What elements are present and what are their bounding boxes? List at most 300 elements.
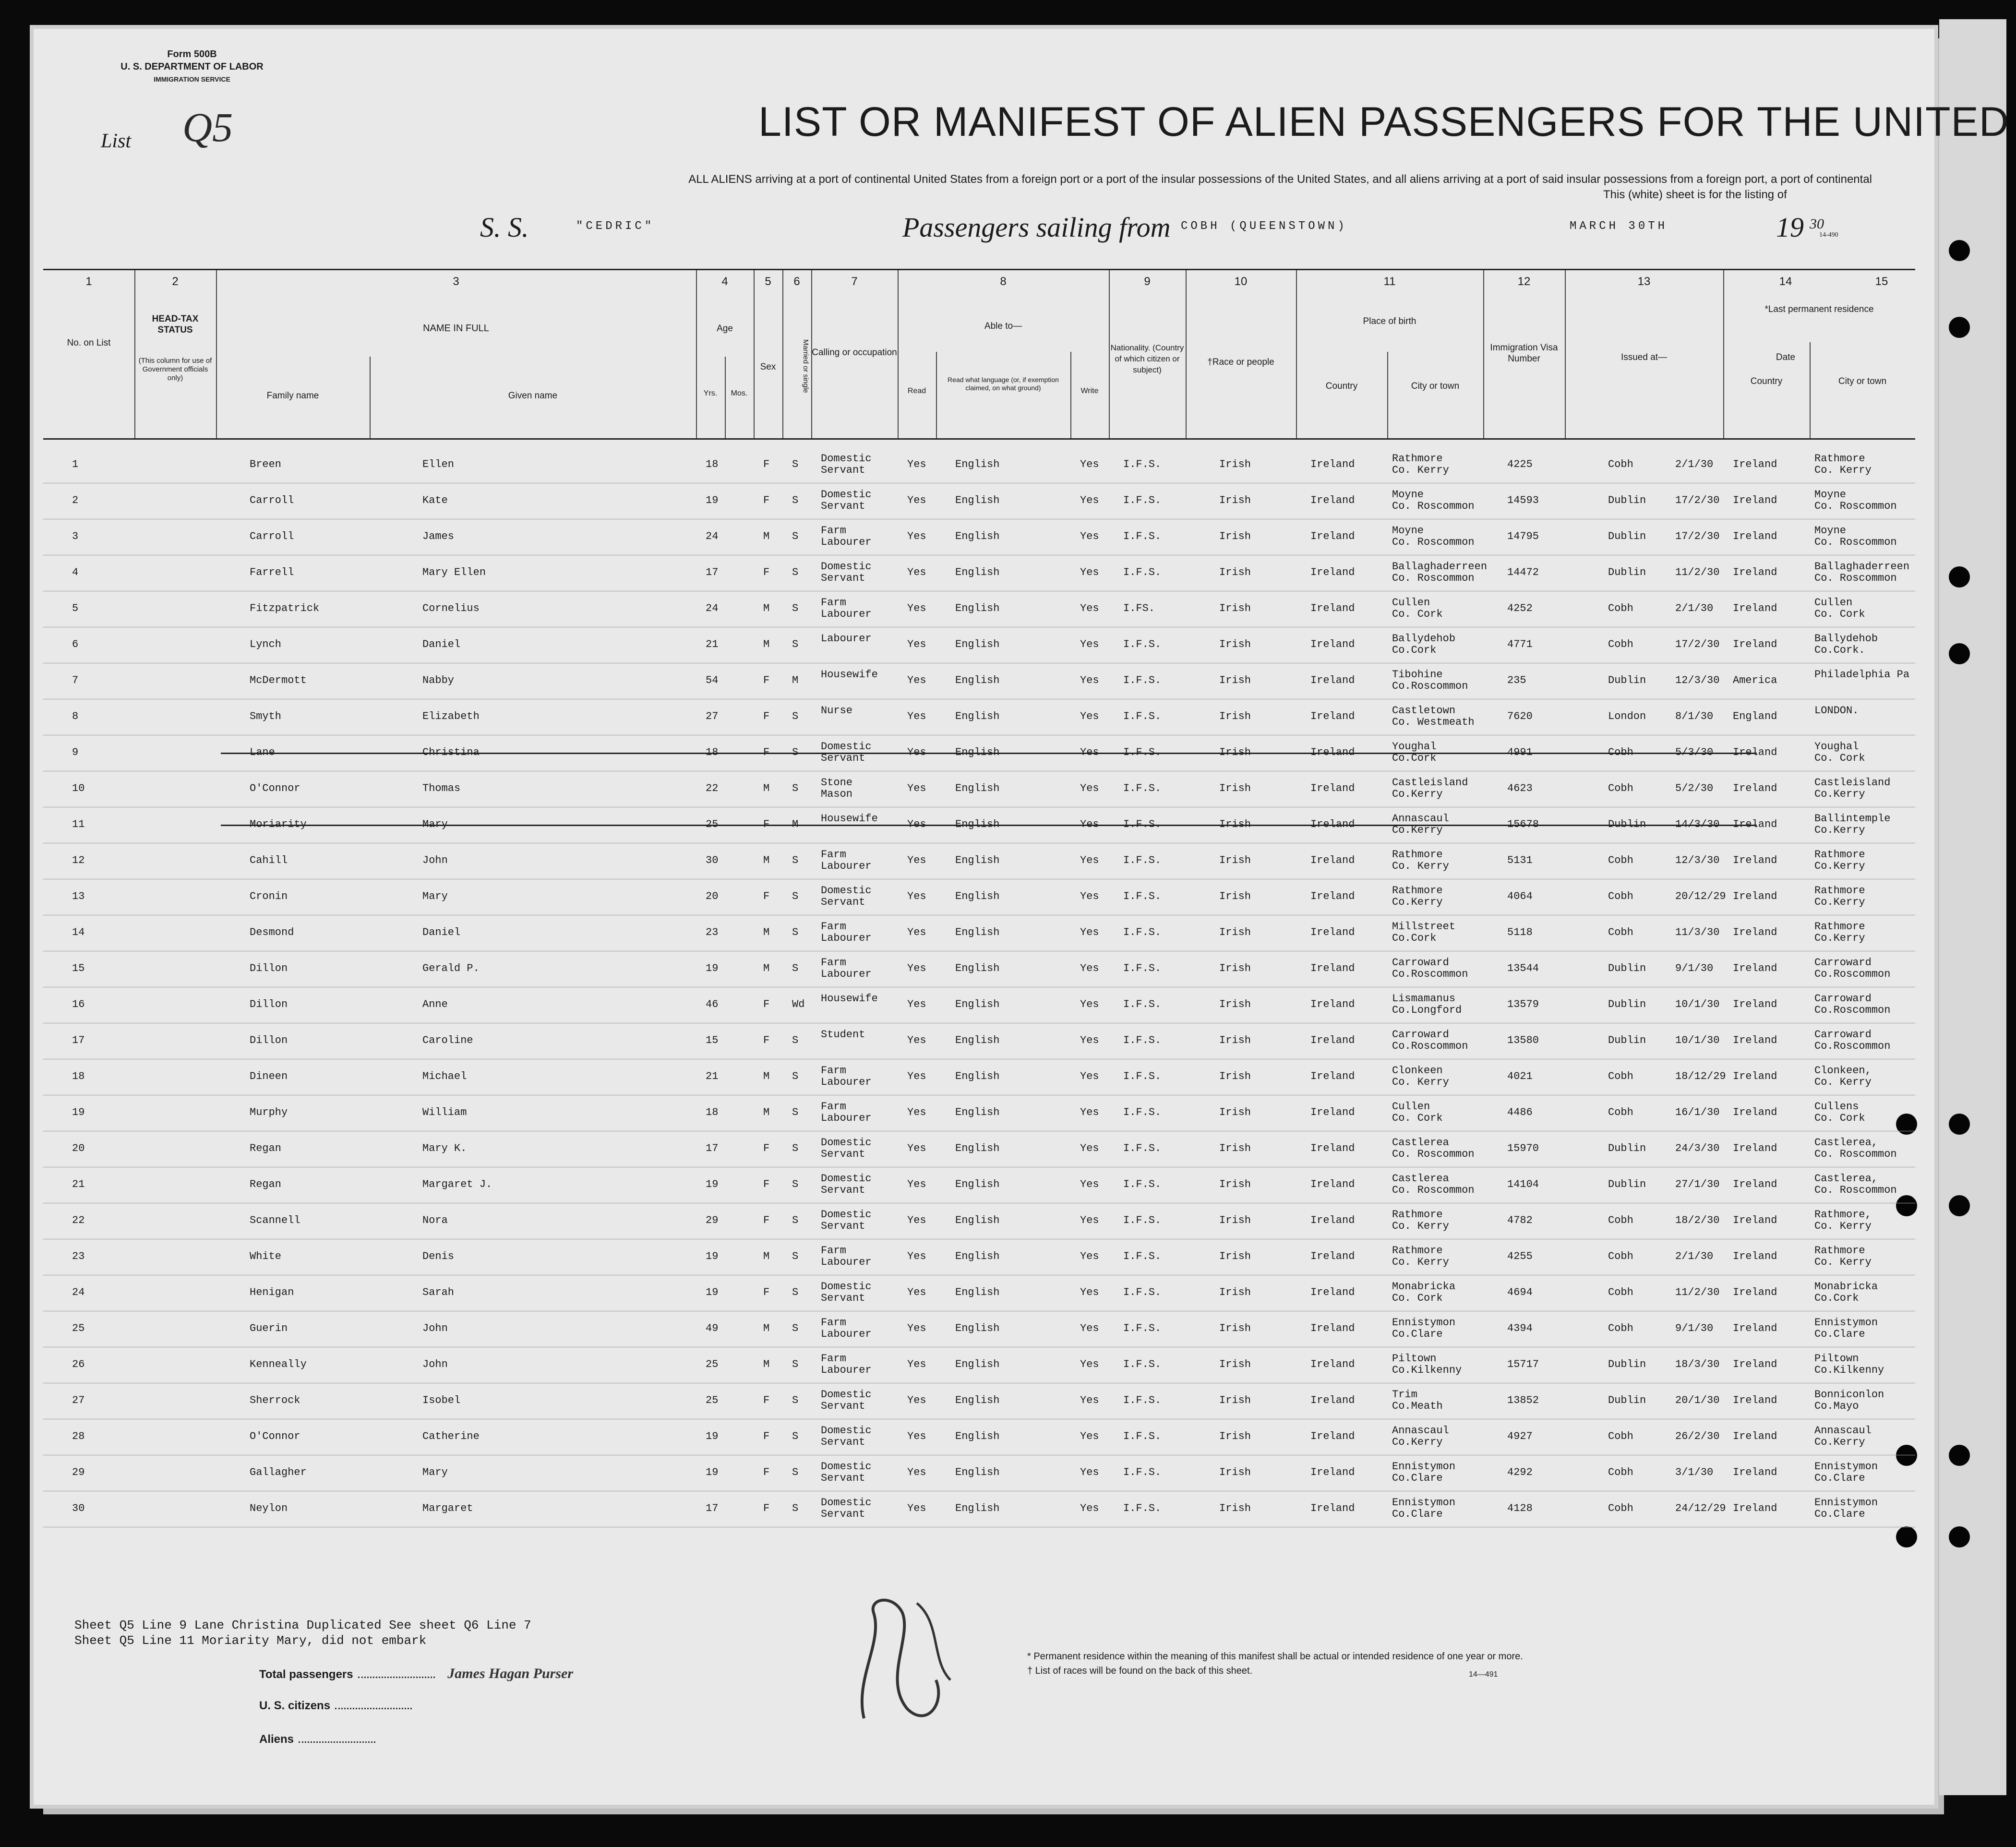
- residence-country: Ireland: [1733, 746, 1777, 758]
- residence-county: Co. Cork: [1814, 608, 1865, 620]
- age: 20: [706, 890, 719, 902]
- row-number: 3: [72, 530, 79, 542]
- residence-county: Co. Kerry: [1814, 464, 1872, 476]
- age: 29: [706, 1214, 719, 1226]
- family-name: Dineen: [250, 1070, 288, 1082]
- marital-status: M: [792, 674, 799, 686]
- given-name: Margaret J.: [422, 1178, 492, 1190]
- nationality: I.F.S.: [1123, 1358, 1162, 1370]
- birth-county: Co. Kerry: [1392, 464, 1449, 476]
- table-row: [43, 986, 1915, 1023]
- birth-country: Ireland: [1310, 602, 1355, 614]
- occupation: Farm: [821, 1245, 846, 1257]
- visa-number: 13579: [1507, 998, 1539, 1010]
- marital-status: S: [792, 1070, 799, 1082]
- table-row: [43, 482, 1915, 519]
- nationality: I.F.S.: [1123, 494, 1162, 506]
- family-name: Scannell: [250, 1214, 300, 1226]
- occupation-2: Labourer: [821, 1076, 872, 1088]
- birth-city: Annascaul: [1392, 1425, 1449, 1437]
- residence-county: Co. Roscommon: [1814, 536, 1897, 548]
- header-head-tax-note: (This column for use of Government officials only): [138, 357, 212, 382]
- row-number: 4: [72, 566, 79, 578]
- can-read: Yes: [907, 1178, 926, 1190]
- row-number: 6: [72, 638, 79, 650]
- given-name: Thomas: [422, 782, 461, 794]
- table-row: [43, 1202, 1915, 1239]
- read-language: English: [955, 1394, 1000, 1406]
- race: Irish: [1219, 1034, 1251, 1046]
- table-row: [43, 878, 1915, 915]
- row-number: 18: [72, 1070, 85, 1082]
- header-age: Age: [717, 324, 733, 334]
- nationality: I.F.S.: [1123, 1250, 1162, 1262]
- issued-at: Dublin: [1608, 1178, 1646, 1190]
- column-divider: [811, 270, 812, 438]
- residence-county: Co.Kerry: [1814, 860, 1865, 872]
- race: Irish: [1219, 782, 1251, 794]
- visa-number: 14795: [1507, 530, 1539, 542]
- nationality: I.F.S.: [1123, 1466, 1162, 1478]
- column-divider: [216, 270, 217, 438]
- race: Irish: [1219, 962, 1251, 974]
- race: Irish: [1219, 674, 1251, 686]
- issued-at: Dublin: [1608, 998, 1646, 1010]
- residence-city: Clonkeen,: [1814, 1065, 1872, 1077]
- table-row: [43, 842, 1915, 879]
- given-name: Mary: [422, 1466, 448, 1478]
- us-citizens-label: U. S. citizens: [259, 1699, 331, 1712]
- occupation: Domestic: [821, 1389, 872, 1401]
- residence-country: Ireland: [1733, 1142, 1777, 1154]
- visa-date: 12/3/30: [1675, 854, 1720, 866]
- residence-county: Co. Roscommon: [1814, 500, 1897, 512]
- visa-number: 4927: [1507, 1430, 1533, 1442]
- can-read: Yes: [907, 1358, 926, 1370]
- family-name: Neylon: [250, 1502, 288, 1514]
- issued-at: Cobh: [1608, 1322, 1633, 1334]
- occupation-2: Servant: [821, 1148, 865, 1160]
- can-write: Yes: [1080, 1322, 1099, 1334]
- occupation-2: Labourer: [821, 536, 872, 548]
- occupation: Housewife: [821, 669, 878, 681]
- sex: F: [763, 746, 770, 758]
- column-divider: [898, 270, 899, 438]
- visa-date: 16/1/30: [1675, 1106, 1720, 1118]
- birth-country: Ireland: [1310, 1286, 1355, 1298]
- visa-number: 4771: [1507, 638, 1533, 650]
- footer-form-code: 14—491: [1469, 1670, 1498, 1679]
- age: 18: [706, 458, 719, 470]
- sex: F: [763, 1466, 770, 1478]
- given-name: Sarah: [422, 1286, 455, 1298]
- marital-status: S: [792, 494, 799, 506]
- family-name: Moriarity: [250, 818, 307, 830]
- birth-country: Ireland: [1310, 998, 1355, 1010]
- read-language: English: [955, 1430, 1000, 1442]
- occupation: Farm: [821, 1065, 846, 1077]
- can-write: Yes: [1080, 1106, 1099, 1118]
- row-number: 21: [72, 1178, 85, 1190]
- read-language: English: [955, 638, 1000, 650]
- can-write: Yes: [1080, 962, 1099, 974]
- race: Irish: [1219, 1142, 1251, 1154]
- can-read: Yes: [907, 1214, 926, 1226]
- visa-number: 14593: [1507, 494, 1539, 506]
- race: Irish: [1219, 1106, 1251, 1118]
- marital-status: S: [792, 530, 799, 542]
- visa-number: 4394: [1507, 1322, 1533, 1334]
- birth-country: Ireland: [1310, 1070, 1355, 1082]
- issued-at: Cobh: [1608, 638, 1633, 650]
- given-name: John: [422, 1358, 448, 1370]
- race: Irish: [1219, 926, 1251, 938]
- given-name: Anne: [422, 998, 448, 1010]
- ship-name: "CEDRIC": [576, 220, 655, 233]
- page-title: LIST OR MANIFEST OF ALIEN PASSENGERS FOR THE UNITED: [758, 99, 2010, 145]
- race: Irish: [1219, 530, 1251, 542]
- birth-county: Co.Longford: [1392, 1004, 1462, 1016]
- table-row: [43, 1454, 1915, 1491]
- row-number: 29: [72, 1466, 85, 1478]
- column-number: 12: [1517, 275, 1531, 288]
- visa-number: 15717: [1507, 1358, 1539, 1370]
- occupation-2: Labourer: [821, 932, 872, 944]
- birth-city: Monabricka: [1392, 1281, 1456, 1293]
- residence-country: Ireland: [1733, 566, 1777, 578]
- occupation: Domestic: [821, 1461, 872, 1473]
- column-divider: [1723, 270, 1724, 438]
- page-subtitle: ALL ALIENS arriving at a port of continental United States from a foreign port or a port of the insular possessions of the United States, and all aliens arriving at a port of said insular possessions from a foreign port, a port of continental: [688, 173, 1872, 186]
- family-name: Breen: [250, 458, 282, 470]
- table-row: [43, 518, 1915, 555]
- marital-status: S: [792, 458, 799, 470]
- column-number: 2: [172, 275, 179, 288]
- binder-hole: [1949, 1195, 1970, 1216]
- visa-number: 7620: [1507, 710, 1533, 722]
- read-language: English: [955, 1502, 1000, 1514]
- birth-county: Co. Kerry: [1392, 1076, 1449, 1088]
- sex: M: [763, 962, 770, 974]
- nationality: I.F.S.: [1123, 566, 1162, 578]
- birth-country: Ireland: [1310, 1034, 1355, 1046]
- residence-city: Ballintemple: [1814, 813, 1891, 825]
- sex: M: [763, 530, 770, 542]
- header-visa-number: Immigration Visa Number: [1490, 343, 1558, 364]
- residence-city: Philadelphia Pa: [1814, 669, 1910, 681]
- visa-number: 13580: [1507, 1034, 1539, 1046]
- race: Irish: [1219, 854, 1251, 866]
- nationality: I.F.S.: [1123, 1322, 1162, 1334]
- residence-county: Co.Mayo: [1814, 1400, 1859, 1412]
- given-name: Denis: [422, 1250, 455, 1262]
- table-row: [43, 698, 1915, 735]
- marital-status: S: [792, 1394, 799, 1406]
- header-head-tax: HEAD-TAX STATUS: [152, 314, 199, 335]
- visa-number: 4782: [1507, 1214, 1533, 1226]
- can-write: Yes: [1080, 1178, 1099, 1190]
- nationality: I.F.S.: [1123, 746, 1162, 758]
- row-number: 24: [72, 1286, 85, 1298]
- issued-at: Cobh: [1608, 1466, 1633, 1478]
- nationality: I.F.S.: [1123, 1394, 1162, 1406]
- birth-country: Ireland: [1310, 1250, 1355, 1262]
- read-language: English: [955, 494, 1000, 506]
- birth-city: Moyne: [1392, 489, 1424, 501]
- visa-date: 17/2/30: [1675, 638, 1720, 650]
- birth-county: Co.Kerry: [1392, 824, 1443, 836]
- residence-county: Co.Kerry: [1814, 896, 1865, 908]
- race: Irish: [1219, 818, 1251, 830]
- footnote-residence: * Permanent residence within the meaning of this manifest shall be actual or intended residence of one year or more.: [1027, 1651, 1523, 1662]
- occupation: Housewife: [821, 813, 878, 825]
- read-language: English: [955, 1322, 1000, 1334]
- visa-number: 4128: [1507, 1502, 1533, 1514]
- race: Irish: [1219, 1286, 1251, 1298]
- sex: F: [763, 1394, 770, 1406]
- issued-at: Cobh: [1608, 602, 1633, 614]
- family-name: Dillon: [250, 962, 288, 974]
- table-row: [43, 590, 1915, 627]
- age: 24: [706, 530, 719, 542]
- can-write: Yes: [1080, 566, 1099, 578]
- nationality: I.F.S.: [1123, 1142, 1162, 1154]
- issued-at: Cobh: [1608, 1106, 1633, 1118]
- nationality: I.F.S.: [1123, 638, 1162, 650]
- sailing-label: Passengers sailing from: [902, 212, 1171, 243]
- residence-country: Ireland: [1733, 962, 1777, 974]
- visa-date: 24/3/30: [1675, 1142, 1720, 1154]
- family-name: Dillon: [250, 1034, 288, 1046]
- birth-city: Carroward: [1392, 957, 1449, 969]
- form-number: Form 500B: [167, 49, 217, 60]
- given-name: Kate: [422, 494, 448, 506]
- column-divider: [1565, 270, 1566, 438]
- race: Irish: [1219, 1430, 1251, 1442]
- occupation: Nurse: [821, 705, 853, 717]
- race: Irish: [1219, 602, 1251, 614]
- family-name: Henigan: [250, 1286, 294, 1298]
- given-name: Margaret: [422, 1502, 473, 1514]
- age: 19: [706, 494, 719, 506]
- given-name: John: [422, 854, 448, 866]
- nationality: I.F.S.: [1123, 998, 1162, 1010]
- residence-city: LONDON.: [1814, 705, 1859, 717]
- residence-city: Ballaghaderreen: [1814, 561, 1910, 573]
- issued-at: Dublin: [1608, 818, 1646, 830]
- marital-status: S: [792, 1358, 799, 1370]
- list-label: List: [101, 130, 132, 152]
- given-name: Caroline: [422, 1034, 473, 1046]
- binder-hole: [1949, 1526, 1970, 1547]
- race: Irish: [1219, 1358, 1251, 1370]
- residence-country: Ireland: [1733, 1502, 1777, 1514]
- birth-county: Co. Kerry: [1392, 1256, 1449, 1268]
- birth-county: Co. Kerry: [1392, 860, 1449, 872]
- issued-at: Cobh: [1608, 1214, 1633, 1226]
- occupation: Student: [821, 1029, 865, 1041]
- birth-city: Castlerea: [1392, 1137, 1449, 1149]
- residence-city: Ennistymon: [1814, 1317, 1878, 1329]
- can-read: Yes: [907, 1250, 926, 1262]
- row-number: 30: [72, 1502, 85, 1514]
- row-number: 25: [72, 1322, 85, 1334]
- visa-number: 15970: [1507, 1142, 1539, 1154]
- residence-county: Co. Cork: [1814, 752, 1865, 764]
- race: Irish: [1219, 1070, 1251, 1082]
- visa-number: 4991: [1507, 746, 1533, 758]
- visa-number: 4623: [1507, 782, 1533, 794]
- note-line: Sheet Q5 Line 11 Moriarity Mary, did not embark: [74, 1633, 427, 1648]
- marital-status: Wd: [792, 998, 805, 1010]
- age: 17: [706, 1142, 719, 1154]
- family-name: Farrell: [250, 566, 294, 578]
- age: 54: [706, 674, 719, 686]
- birth-city: Rathmore: [1392, 849, 1443, 861]
- occupation: Domestic: [821, 1281, 872, 1293]
- occupation: Domestic: [821, 1425, 872, 1437]
- birth-city: Castletown: [1392, 705, 1456, 717]
- nationality: I.F.S.: [1123, 1214, 1162, 1226]
- visa-date: 2/1/30: [1675, 1250, 1714, 1262]
- read-language: English: [955, 1250, 1000, 1262]
- race: Irish: [1219, 1214, 1251, 1226]
- occupation-2: Labourer: [821, 860, 872, 872]
- birth-city: Ennistymon: [1392, 1461, 1456, 1473]
- note-line: Sheet Q5 Line 9 Lane Christina Duplicated See sheet Q6 Line 7: [74, 1618, 531, 1632]
- age: 19: [706, 1430, 719, 1442]
- age: 17: [706, 1502, 719, 1514]
- issued-at: Cobh: [1608, 926, 1633, 938]
- family-name: Carroll: [250, 530, 294, 542]
- birth-country: Ireland: [1310, 1358, 1355, 1370]
- residence-city: Rathmore: [1814, 849, 1865, 861]
- residence-county: Co.Kilkenny: [1814, 1364, 1884, 1376]
- residence-county: Co. Roscommon: [1814, 1148, 1897, 1160]
- birth-county: Co.Kilkenny: [1392, 1364, 1462, 1376]
- marital-status: S: [792, 746, 799, 758]
- service-name: IMMIGRATION SERVICE: [154, 75, 230, 83]
- residence-country: Ireland: [1733, 890, 1777, 902]
- can-write: Yes: [1080, 1466, 1099, 1478]
- family-name: McDermott: [250, 674, 307, 686]
- table-row: [43, 1310, 1915, 1347]
- family-name: Lynch: [250, 638, 282, 650]
- sex: M: [763, 1070, 770, 1082]
- occupation-2: Servant: [821, 1292, 865, 1304]
- birth-city: Trim: [1392, 1389, 1417, 1401]
- birth-county: Co. Kerry: [1392, 1220, 1449, 1232]
- marital-status: S: [792, 1322, 799, 1334]
- row-number: 22: [72, 1214, 85, 1226]
- birth-city: Lismamanus: [1392, 993, 1456, 1005]
- form-identifier: [91, 48, 293, 85]
- given-name: Isobel: [422, 1394, 461, 1406]
- can-read: Yes: [907, 1394, 926, 1406]
- header-name-in-full: NAME IN FULL: [423, 323, 489, 334]
- read-language: English: [955, 818, 1000, 830]
- marital-status: S: [792, 854, 799, 866]
- residence-country: Ireland: [1733, 1070, 1777, 1082]
- column-divider: [370, 357, 371, 438]
- residence-country: England: [1733, 710, 1777, 722]
- form-code: 14-490: [1819, 231, 1838, 239]
- occupation: Domestic: [821, 453, 872, 465]
- header-family-name: Family name: [266, 391, 319, 401]
- birth-county: Co.Kerry: [1392, 1436, 1443, 1448]
- residence-city: Castleisland: [1814, 777, 1891, 789]
- visa-date: 12/3/30: [1675, 674, 1720, 686]
- marital-status: S: [792, 1466, 799, 1478]
- occupation: Domestic: [821, 561, 872, 573]
- occupation: Farm: [821, 957, 846, 969]
- read-language: English: [955, 1034, 1000, 1046]
- birth-country: Ireland: [1310, 818, 1355, 830]
- row-number: 11: [72, 818, 85, 830]
- sex: M: [763, 1106, 770, 1118]
- table-row: [43, 770, 1915, 807]
- read-language: English: [955, 710, 1000, 722]
- occupation-2: Servant: [821, 464, 865, 476]
- residence-county: Co.Roscommon: [1814, 1004, 1891, 1016]
- sex: F: [763, 890, 770, 902]
- sailing-date: MARCH 30TH: [1570, 220, 1668, 233]
- column-number: 13: [1637, 275, 1651, 288]
- occupation-2: Servant: [821, 752, 865, 764]
- birth-country: Ireland: [1310, 1466, 1355, 1478]
- residence-country: Ireland: [1733, 638, 1777, 650]
- race: Irish: [1219, 890, 1251, 902]
- can-write: Yes: [1080, 1286, 1099, 1298]
- purser-signature: James Hagan Purser: [447, 1666, 573, 1681]
- row-number: 7: [72, 674, 79, 686]
- binder-hole: [1949, 240, 1970, 261]
- residence-city: Castlerea,: [1814, 1173, 1878, 1185]
- can-write: Yes: [1080, 674, 1099, 686]
- occupation: Labourer: [821, 633, 872, 645]
- residence-country: Ireland: [1733, 998, 1777, 1010]
- sex: M: [763, 782, 770, 794]
- read-language: English: [955, 602, 1000, 614]
- can-write: Yes: [1080, 494, 1099, 506]
- nationality: I.F.S.: [1123, 1286, 1162, 1298]
- sex: F: [763, 1502, 770, 1514]
- occupation-2: Servant: [821, 1220, 865, 1232]
- given-name: James: [422, 530, 455, 542]
- nationality: I.F.S.: [1123, 1502, 1162, 1514]
- marital-status: S: [792, 566, 799, 578]
- departure-port: COBH (QUEENSTOWN): [1181, 220, 1347, 233]
- birth-city: Castlerea: [1392, 1173, 1449, 1185]
- birth-city: Rathmore: [1392, 1209, 1443, 1221]
- residence-country: Ireland: [1733, 458, 1777, 470]
- sex: F: [763, 998, 770, 1010]
- marital-status: S: [792, 890, 799, 902]
- residence-city: Cullen: [1814, 597, 1853, 609]
- race: Irish: [1219, 458, 1251, 470]
- column-number: 7: [851, 275, 858, 288]
- can-write: Yes: [1080, 1502, 1099, 1514]
- read-language: English: [955, 890, 1000, 902]
- read-language: English: [955, 1466, 1000, 1478]
- visa-number: 5118: [1507, 926, 1533, 938]
- read-language: English: [955, 530, 1000, 542]
- birth-country: Ireland: [1310, 1142, 1355, 1154]
- column-divider: [1483, 270, 1484, 438]
- visa-number: 235: [1507, 674, 1526, 686]
- residence-county: Co.Kerry: [1814, 1436, 1865, 1448]
- can-read: Yes: [907, 1286, 926, 1298]
